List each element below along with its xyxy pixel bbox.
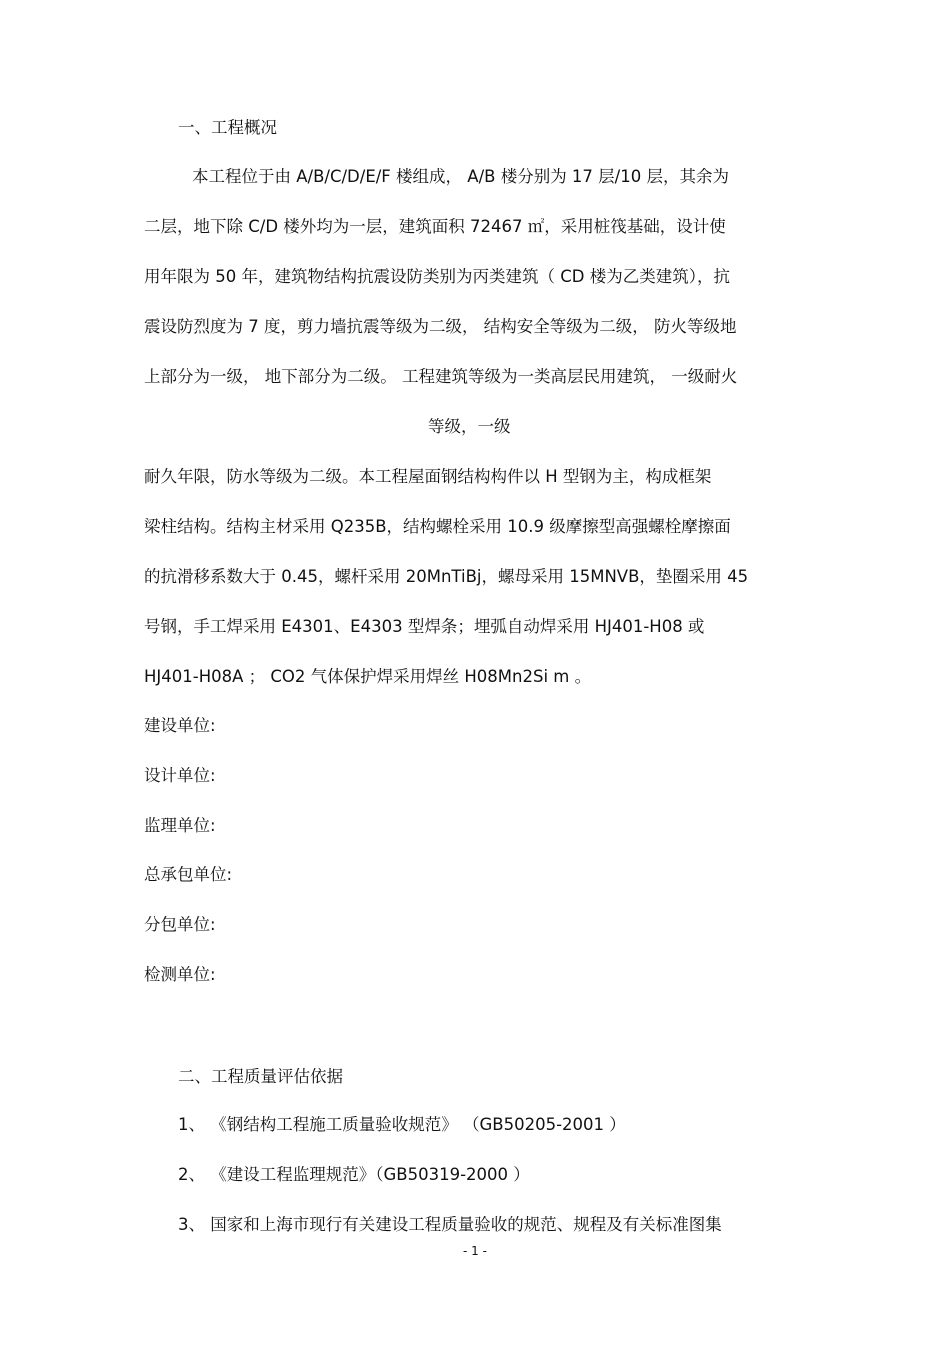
body-line-6: 等级，一级 xyxy=(428,417,511,436)
unit-label-subcontractor: 分包单位: xyxy=(144,915,216,934)
section-2-heading: 二、工程质量评估依据 xyxy=(178,1067,343,1086)
body-line-8: 梁柱结构。结构主材采用 Q235B，结构螺栓采用 10.9 级摩擦型高强螺栓摩擦面 xyxy=(144,517,731,536)
reference-item-2: 2、 《建设工程监理规范》（GB50319-2000 ） xyxy=(178,1165,530,1184)
reference-item-1: 1、 《钢结构工程施工质量验收规范》 （GB50205-2001 ） xyxy=(178,1115,626,1134)
section-1-heading: 一、工程概况 xyxy=(178,118,277,137)
page-number: - 1 - xyxy=(463,1244,487,1258)
body-line-10: 号钢，手工焊采用 E4301、E4303 型焊条；埋弧自动焊采用 HJ401-H08 或 xyxy=(144,617,705,636)
body-line-1: 本工程位于由 A/B/C/D/E/F 楼组成， A/B 楼分别为 17 层/10 层，其余为 xyxy=(192,167,729,186)
body-line-5: 上部分为一级， 地下部分为二级。 工程建筑等级为一类高层民用建筑， 一级耐火 xyxy=(144,367,738,386)
body-line-4: 震设防烈度为 7 度，剪力墙抗震等级为二级， 结构安全等级为二级， 防火等级地 xyxy=(144,317,737,336)
body-line-3: 用年限为 50 年，建筑物结构抗震设防类别为丙类建筑（ CD 楼为乙类建筑），抗 xyxy=(144,267,730,286)
body-line-7: 耐久年限，防水等级为二级。本工程屋面钢结构构件以 H 型钢为主，构成框架 xyxy=(144,467,712,486)
unit-label-construction: 建设单位: xyxy=(144,716,216,735)
body-line-2: 二层，地下除 C/D 楼外均为一层，建筑面积 72467 ㎡，采用桩筏基础，设计使 xyxy=(144,217,726,236)
unit-label-general-contractor: 总承包单位: xyxy=(144,865,233,884)
unit-label-testing: 检测单位: xyxy=(144,965,216,984)
unit-label-design: 设计单位: xyxy=(144,766,216,785)
body-line-9: 的抗滑移系数大于 0.45，螺杆采用 20MnTiBj，螺母采用 15MNVB，垫圈采用 45 xyxy=(144,567,749,586)
reference-item-3: 3、 国家和上海市现行有关建设工程质量验收的规范、规程及有关标准图集 xyxy=(178,1215,722,1234)
body-line-11: HJ401-H08A ； CO2 气体保护焊采用焊丝 H08Mn2Si m 。 xyxy=(144,667,592,686)
unit-label-supervision: 监理单位: xyxy=(144,816,216,835)
